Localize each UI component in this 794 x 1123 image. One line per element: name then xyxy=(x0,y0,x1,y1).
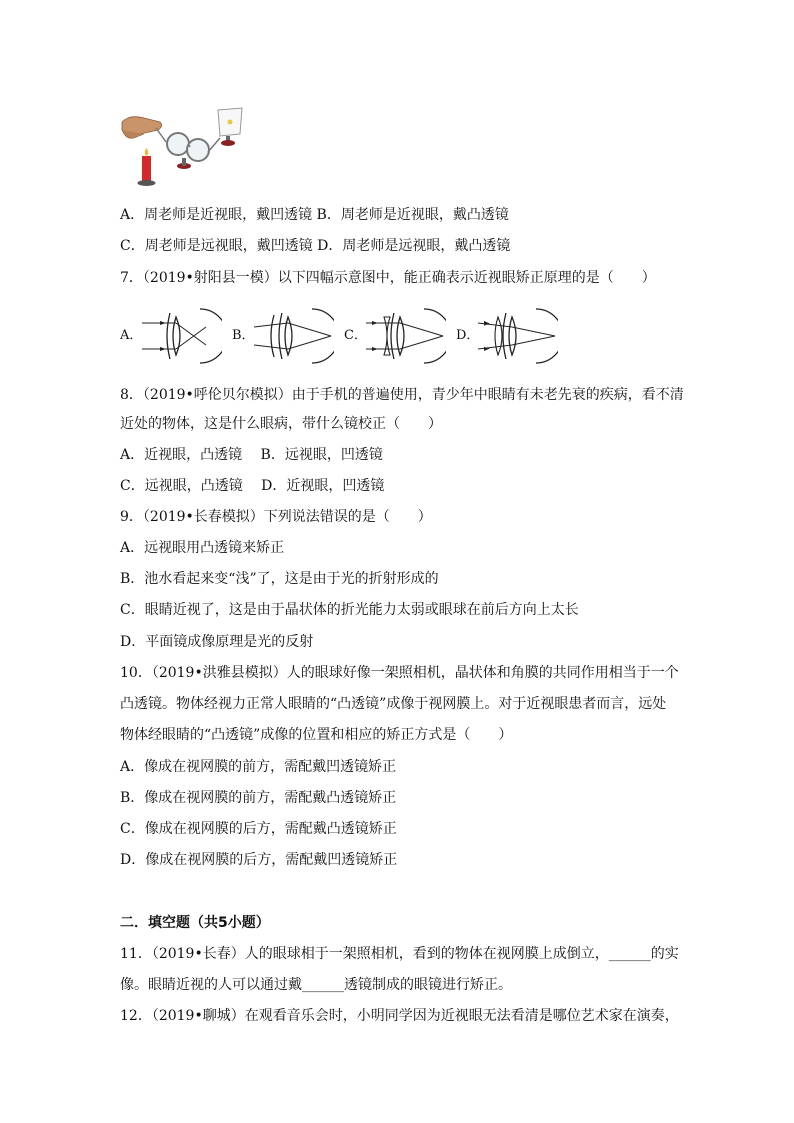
q9-option-b: B．池水看起来变“浅”了，这是由于光的折射形成的 xyxy=(120,571,439,587)
glasses-candle-screen-photo xyxy=(120,104,246,190)
q9-stem: 9．（2019•长春模拟）下列说法错误的是（ ） xyxy=(120,509,432,525)
q7-label-b: B． xyxy=(232,328,255,343)
q9-option-d: D．平面镜成像原理是光的反射 xyxy=(120,634,314,650)
q10-option-c: C．像成在视网膜的后方，需配戴凸透镜矫正 xyxy=(120,821,397,837)
q12-line1: 12．（2019•聊城）在观看音乐会时，小明同学因为近视眼无法看清是哪位艺术家在演奏， xyxy=(120,1008,679,1024)
q7-label-c: C． xyxy=(344,328,367,343)
q10-stem-line2: 凸透镜。物体经视力正常人眼睛的“凸透镜”成像于视网膜上。对于近视眼患者而言，远处 xyxy=(120,696,667,712)
q8-option-ab: A．近视眼，凸透镜 B．远视眼，凹透镜 xyxy=(120,447,383,463)
q10-stem-line1: 10．（2019•洪雅县模拟）人的眼球好像一架照相机，晶状体和角膜的共同作用相当于一个 xyxy=(120,665,679,681)
q9-option-a: A．远视眼用凸透镜来矫正 xyxy=(120,540,285,556)
q7-label-d: D． xyxy=(456,328,480,343)
q10-option-b: B．像成在视网膜的前方，需配戴凸透镜矫正 xyxy=(120,790,397,806)
q7-diagram-c xyxy=(364,305,446,367)
q8-stem-line2: 近处的物体，这是什么眼病，带什么镜校正（ ） xyxy=(120,416,442,432)
q8-stem-line1: 8．（2019•呼伦贝尔模拟）由于手机的普遍使用，青少年中眼睛有未老先衰的疾病，看不清 xyxy=(120,387,684,403)
q7-label-a: A． xyxy=(120,328,143,343)
q9-option-c: C．眼睛近视了，这是由于晶状体的折光能力太弱或眼球在前后方向上太长 xyxy=(120,602,579,618)
q6-option-cd: C．周老师是远视眼，戴凹透镜 D．周老师是远视眼，戴凸透镜 xyxy=(120,238,511,254)
q11-line2: 像。眼睛近视的人可以通过戴______透镜制成的眼镜进行矫正。 xyxy=(120,977,512,993)
q8-option-cd: C．远视眼，凸透镜 D．近视眼，凹透镜 xyxy=(120,478,385,494)
q11-line1: 11．（2019•长春）人的眼球相于一架照相机，看到的物体在视网膜上成倒立，______的实 xyxy=(120,946,679,962)
q7-stem: 7．（2019•射阳县一模）以下四幅示意图中，能正确表示近视眼矫正原理的是（ ） xyxy=(120,270,656,286)
q6-option-ab: A．周老师是近视眼，戴凹透镜 B．周老师是近视眼，戴凸透镜 xyxy=(120,207,509,223)
section-title-fill-in: 二．填空题（共5小题） xyxy=(120,915,270,931)
q10-option-a: A．像成在视网膜的前方，需配戴凹透镜矫正 xyxy=(120,759,397,775)
q7-diagram-a xyxy=(140,305,222,367)
q7-diagram-b xyxy=(252,305,334,367)
q7-diagram-d xyxy=(476,305,558,367)
q10-stem-line3: 物体经眼睛的“凸透镜”成像的位置和相应的矫正方式是（ ） xyxy=(120,727,513,743)
q10-option-d: D．像成在视网膜的后方，需配戴凹透镜矫正 xyxy=(120,852,398,868)
